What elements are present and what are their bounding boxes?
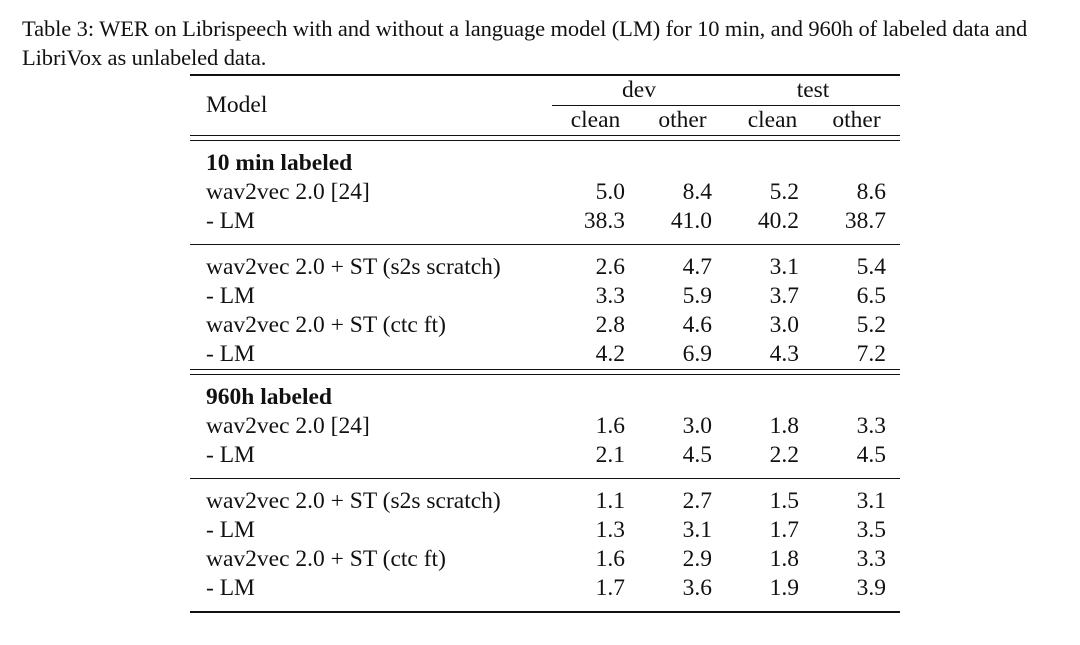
spacer-cell xyxy=(190,603,900,612)
row-value: 1.7 xyxy=(595,575,625,601)
row-model: - LM xyxy=(206,283,255,309)
row-value: 4.5 xyxy=(856,442,887,468)
row-value: 3.3 xyxy=(856,413,887,439)
table-row xyxy=(190,412,900,441)
row-value: 3.0 xyxy=(769,312,799,338)
row-model: wav2vec 2.0 + ST (s2s scratch) xyxy=(206,488,501,514)
row-value: 7.2 xyxy=(856,341,887,367)
row-model: wav2vec 2.0 [24] xyxy=(206,413,370,439)
row-value: 3.5 xyxy=(856,517,887,543)
table-caption: Table 3: WER on Librispeech with and without a language model (LM) for 10 min, and 960h of labeled data and LibriVox as unlabeled data. xyxy=(22,16,1028,70)
end-spacer xyxy=(190,603,900,612)
row-value: 2.1 xyxy=(595,442,625,468)
table-row xyxy=(190,253,900,282)
row-value: 4.3 xyxy=(769,341,799,367)
section-title: 960h labeled xyxy=(206,384,333,410)
row-value: 3.1 xyxy=(856,488,887,514)
row-value: 5.9 xyxy=(682,283,712,309)
row-value: 3.7 xyxy=(769,283,799,309)
spacer-cell xyxy=(190,375,900,384)
row-model: - LM xyxy=(206,341,255,367)
table-row xyxy=(190,516,900,545)
row-model: - LM xyxy=(206,575,255,601)
row-model: - LM xyxy=(206,442,255,468)
row-value: 1.8 xyxy=(769,546,799,572)
row-model: - LM xyxy=(206,208,255,234)
bottom-rule xyxy=(190,612,900,613)
table-row xyxy=(190,441,900,470)
row-value: 1.6 xyxy=(595,413,625,439)
spacer-cell xyxy=(190,245,900,253)
row-value: 1.3 xyxy=(595,517,625,543)
row-value: 3.9 xyxy=(856,575,887,601)
section-spacer xyxy=(190,141,900,150)
row-value: 3.1 xyxy=(769,254,799,280)
row-value: 2.8 xyxy=(595,312,625,338)
row-value: 5.2 xyxy=(769,179,799,205)
block-spacer xyxy=(190,236,900,245)
block-spacer xyxy=(190,479,900,487)
row-value: 1.8 xyxy=(769,413,799,439)
row-value: 8.6 xyxy=(856,179,887,205)
row-value: 1.7 xyxy=(769,517,799,543)
row-model: wav2vec 2.0 [24] xyxy=(206,179,370,205)
section-title: 10 min labeled xyxy=(206,150,353,176)
row-value: 5.2 xyxy=(856,312,887,338)
table-row xyxy=(190,574,900,603)
spacer-cell xyxy=(190,236,900,245)
spacer-cell xyxy=(190,470,900,479)
table-header xyxy=(190,75,900,136)
table-row xyxy=(190,178,900,207)
row-value: 3.3 xyxy=(595,283,625,309)
row-model: wav2vec 2.0 + ST (ctc ft) xyxy=(206,546,446,572)
header-model: Model xyxy=(190,75,552,136)
header-test-clean: clean xyxy=(747,107,798,133)
header-group-test: test xyxy=(726,75,900,106)
row-value: 4.2 xyxy=(595,341,625,367)
row-value: 2.9 xyxy=(682,546,712,572)
row-value: 38.7 xyxy=(844,208,887,234)
section-title-row xyxy=(190,149,900,178)
row-value: 4.5 xyxy=(682,442,712,468)
spacer-cell xyxy=(190,479,900,487)
block-spacer xyxy=(190,470,900,479)
table-row xyxy=(190,340,900,370)
row-value: 40.2 xyxy=(757,208,799,234)
section-spacer xyxy=(190,375,900,384)
row-value: 5.4 xyxy=(856,254,887,280)
header-dev-clean: clean xyxy=(570,107,621,133)
row-value: 2.7 xyxy=(682,488,712,514)
header-test-other: other xyxy=(832,107,881,133)
row-value: 41.0 xyxy=(670,208,712,234)
row-value: 2.2 xyxy=(769,442,799,468)
table-row xyxy=(190,487,900,516)
row-value: 6.5 xyxy=(856,283,887,309)
row-value: 3.6 xyxy=(682,575,712,601)
table-row xyxy=(190,207,900,236)
row-value: 1.1 xyxy=(595,488,625,514)
results-table xyxy=(190,74,900,613)
table-body xyxy=(190,136,900,614)
row-model: wav2vec 2.0 + ST (s2s scratch) xyxy=(206,254,501,280)
row-value: 3.3 xyxy=(856,546,887,572)
row-value: 1.6 xyxy=(595,546,625,572)
results-table-container xyxy=(190,74,900,613)
row-value: 4.6 xyxy=(682,312,712,338)
row-model: - LM xyxy=(206,517,255,543)
table-row xyxy=(190,545,900,574)
header-dev-other: other xyxy=(658,107,707,133)
table-row xyxy=(190,311,900,340)
row-value: 6.9 xyxy=(682,341,712,367)
row-value: 3.1 xyxy=(682,517,712,543)
row-value: 4.7 xyxy=(682,254,712,280)
header-group-dev: dev xyxy=(552,75,726,106)
spacer-cell xyxy=(190,141,900,150)
row-value: 1.5 xyxy=(769,488,799,514)
row-value: 38.3 xyxy=(583,208,625,234)
table-row xyxy=(190,282,900,311)
rule-line xyxy=(190,612,900,613)
row-model: wav2vec 2.0 + ST (ctc ft) xyxy=(206,312,446,338)
block-spacer xyxy=(190,245,900,253)
row-value: 1.9 xyxy=(769,575,799,601)
header-row-groups xyxy=(190,75,900,106)
section-title-row xyxy=(190,383,900,412)
row-value: 5.0 xyxy=(595,179,625,205)
row-value: 3.0 xyxy=(682,413,712,439)
row-value: 2.6 xyxy=(595,254,625,280)
row-value: 8.4 xyxy=(682,179,712,205)
